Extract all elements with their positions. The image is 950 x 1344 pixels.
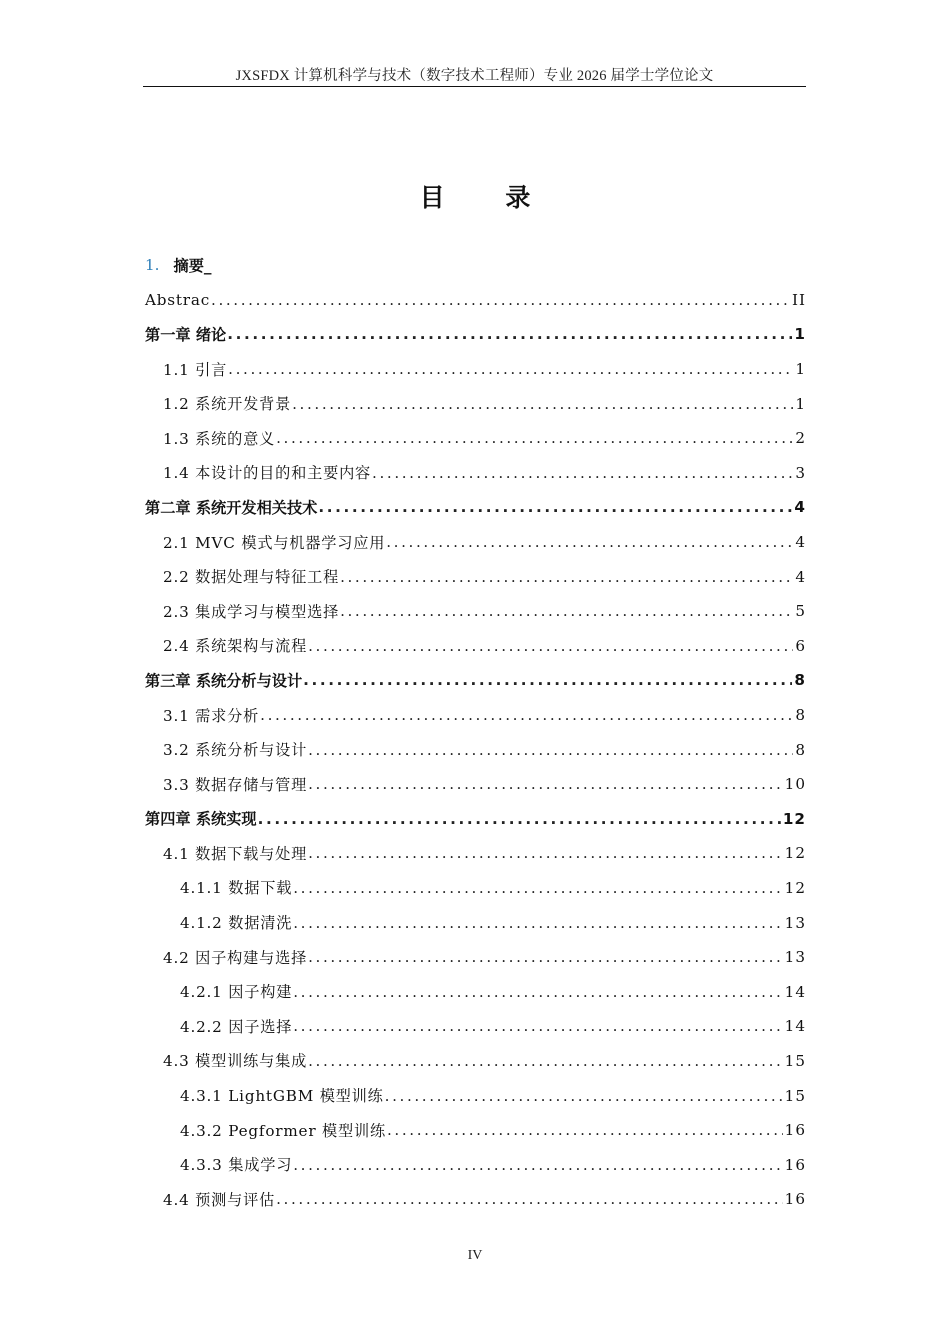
toc-dot-leader [340, 602, 793, 620]
toc-section-entry[interactable] [145, 1147, 806, 1182]
toc-page-number: 1 [795, 360, 806, 379]
toc-dot-leader [308, 741, 793, 759]
toc-page-number: 4 [795, 533, 806, 552]
page-title: 目 录 [419, 183, 557, 212]
toc-section-entry[interactable] [145, 1078, 806, 1113]
toc-dot-leader [292, 395, 793, 413]
toc-entry-label: 4.3.2 Pegformer 模型训练 [180, 1121, 386, 1140]
toc-page-number: 1 [795, 394, 806, 413]
toc-dot-leader [308, 775, 783, 793]
toc-section-entry[interactable] [145, 974, 806, 1009]
toc-section-entry[interactable] [145, 421, 806, 456]
table-of-contents [145, 248, 806, 1217]
toc-page-number: 16 [784, 1121, 806, 1140]
running-header: JXSFDX 计算机科学与技术（数字技术工程师）专业 2026 届学士学位论文 [235, 68, 714, 84]
toc-entry-label: 第一章 绪论 [145, 325, 227, 344]
toc-page-number: 8 [794, 671, 806, 690]
toc-list [145, 283, 806, 1217]
toc-page-number: 3 [795, 463, 806, 482]
toc-page-number: 10 [784, 775, 806, 794]
toc-page-number: 16 [784, 1190, 806, 1209]
toc-dot-leader [276, 1190, 783, 1208]
toc-dot-leader [293, 914, 782, 932]
toc-dot-leader [293, 1156, 782, 1174]
toc-entry-label: 4.4 预测与评估 [163, 1190, 276, 1209]
toc-section-entry[interactable] [145, 905, 806, 940]
toc-dot-leader [303, 671, 792, 689]
toc-section-entry[interactable] [145, 352, 806, 387]
page-number: IV [467, 1248, 483, 1263]
toc-section-entry[interactable] [145, 698, 806, 733]
toc-entry-label: 1.1 引言 [163, 360, 228, 379]
toc-entry-label: 4.1 数据下载与处理 [163, 844, 308, 863]
toc-entry-label: 2.3 集成学习与模型选择 [163, 602, 340, 621]
toc-page-number: 4 [794, 498, 806, 517]
toc-entry-label: 2.4 系统架构与流程 [163, 637, 308, 656]
toc-section-entry[interactable] [145, 940, 806, 975]
toc-section-entry[interactable] [145, 525, 806, 560]
toc-entry-label: 3.1 需求分析 [163, 706, 260, 725]
toc-entry-label: Abstrac [145, 290, 211, 309]
toc-list-number: 1. [145, 256, 160, 275]
toc-page-number: 8 [795, 706, 806, 725]
toc-entry-label: 4.2 因子构建与选择 [163, 948, 308, 967]
toc-dot-leader [293, 879, 782, 897]
toc-entry-label: 3.2 系统分析与设计 [163, 741, 308, 760]
toc-section-entry[interactable] [145, 1009, 806, 1044]
toc-page-number: 13 [784, 913, 806, 932]
toc-entry-label: 4.3 模型训练与集成 [163, 1052, 308, 1071]
toc-chapter-entry[interactable] [145, 490, 806, 525]
toc-dot-leader [372, 464, 793, 482]
toc-section-entry[interactable] [145, 559, 806, 594]
toc-entry-abstract-cn[interactable] [145, 248, 806, 283]
toc-page-number: 15 [784, 1086, 806, 1105]
toc-section-entry[interactable] [145, 386, 806, 421]
toc-dot-leader [308, 1052, 783, 1070]
toc-dot-leader [385, 1087, 783, 1105]
toc-section-entry[interactable] [145, 732, 806, 767]
toc-entry-label: 第三章 系统分析与设计 [145, 671, 303, 690]
toc-entry-label: 4.2.2 因子选择 [180, 1017, 293, 1036]
toc-dot-leader [386, 533, 793, 551]
toc-page-number: 5 [795, 602, 806, 621]
toc-entry-label: 摘要_ [173, 256, 212, 275]
toc-dot-leader [260, 706, 793, 724]
toc-dot-leader [228, 360, 793, 378]
toc-page-number: II [792, 290, 806, 309]
toc-entry-label: 第四章 系统实现 [145, 810, 257, 829]
toc-section-entry[interactable] [145, 1113, 806, 1148]
toc-page-number: 14 [784, 1017, 806, 1036]
toc-dot-leader [308, 844, 783, 862]
toc-section-entry[interactable] [145, 594, 806, 629]
toc-dot-leader [308, 948, 783, 966]
toc-section-entry[interactable] [145, 836, 806, 871]
toc-dot-leader [318, 498, 792, 516]
toc-page-number: 12 [784, 844, 806, 863]
toc-section-entry[interactable] [145, 871, 806, 906]
toc-dot-leader [308, 637, 793, 655]
toc-section-entry[interactable] [145, 1044, 806, 1079]
toc-page-number: 13 [784, 948, 806, 967]
toc-page-number: 1 [794, 325, 806, 344]
toc-page-number: 14 [784, 982, 806, 1001]
toc-chapter-entry[interactable] [145, 317, 806, 352]
toc-entry-label: 1.2 系统开发背景 [163, 395, 292, 414]
toc-page-number: 4 [795, 567, 806, 586]
toc-page-number: 2 [795, 429, 806, 448]
toc-page-number: 12 [782, 809, 806, 828]
toc-page-number: 12 [784, 878, 806, 897]
toc-dot-leader [258, 810, 781, 828]
toc-dot-leader [276, 429, 793, 447]
toc-section-entry[interactable] [145, 283, 806, 318]
toc-dot-leader [387, 1121, 783, 1139]
toc-dot-leader [227, 325, 792, 343]
toc-section-entry[interactable] [145, 1182, 806, 1217]
toc-section-entry[interactable] [145, 456, 806, 491]
toc-page-number: 8 [795, 740, 806, 759]
toc-entry-label: 4.3.1 LightGBM 模型训练 [180, 1087, 384, 1106]
toc-entry-label: 1.4 本设计的目的和主要内容 [163, 464, 372, 483]
toc-entry-label: 4.2.1 因子构建 [180, 983, 293, 1002]
toc-page-number: 16 [784, 1155, 806, 1174]
toc-entry-label: 1.3 系统的意义 [163, 429, 276, 448]
toc-chapter-entry[interactable] [145, 663, 806, 698]
toc-dot-leader [211, 291, 790, 309]
toc-entry-label: 2.1 MVC 模式与机器学习应用 [163, 533, 386, 552]
toc-entry-label: 4.3.3 集成学习 [180, 1156, 293, 1175]
toc-entry-label: 3.3 数据存储与管理 [163, 775, 308, 794]
toc-entry-label: 4.1.1 数据下载 [180, 879, 293, 898]
toc-section-entry[interactable] [145, 767, 806, 802]
toc-entry-label: 第二章 系统开发相关技术 [145, 498, 318, 517]
header-rule [143, 86, 806, 87]
toc-entry-label: 2.2 数据处理与特征工程 [163, 568, 340, 587]
toc-page-number: 6 [795, 636, 806, 655]
toc-entry-label: 4.1.2 数据清洗 [180, 914, 293, 933]
toc-dot-leader [340, 568, 793, 586]
toc-chapter-entry[interactable] [145, 802, 806, 837]
toc-section-entry[interactable] [145, 629, 806, 664]
toc-dot-leader [293, 983, 782, 1001]
toc-dot-leader [293, 1017, 782, 1035]
toc-page-number: 15 [784, 1051, 806, 1070]
